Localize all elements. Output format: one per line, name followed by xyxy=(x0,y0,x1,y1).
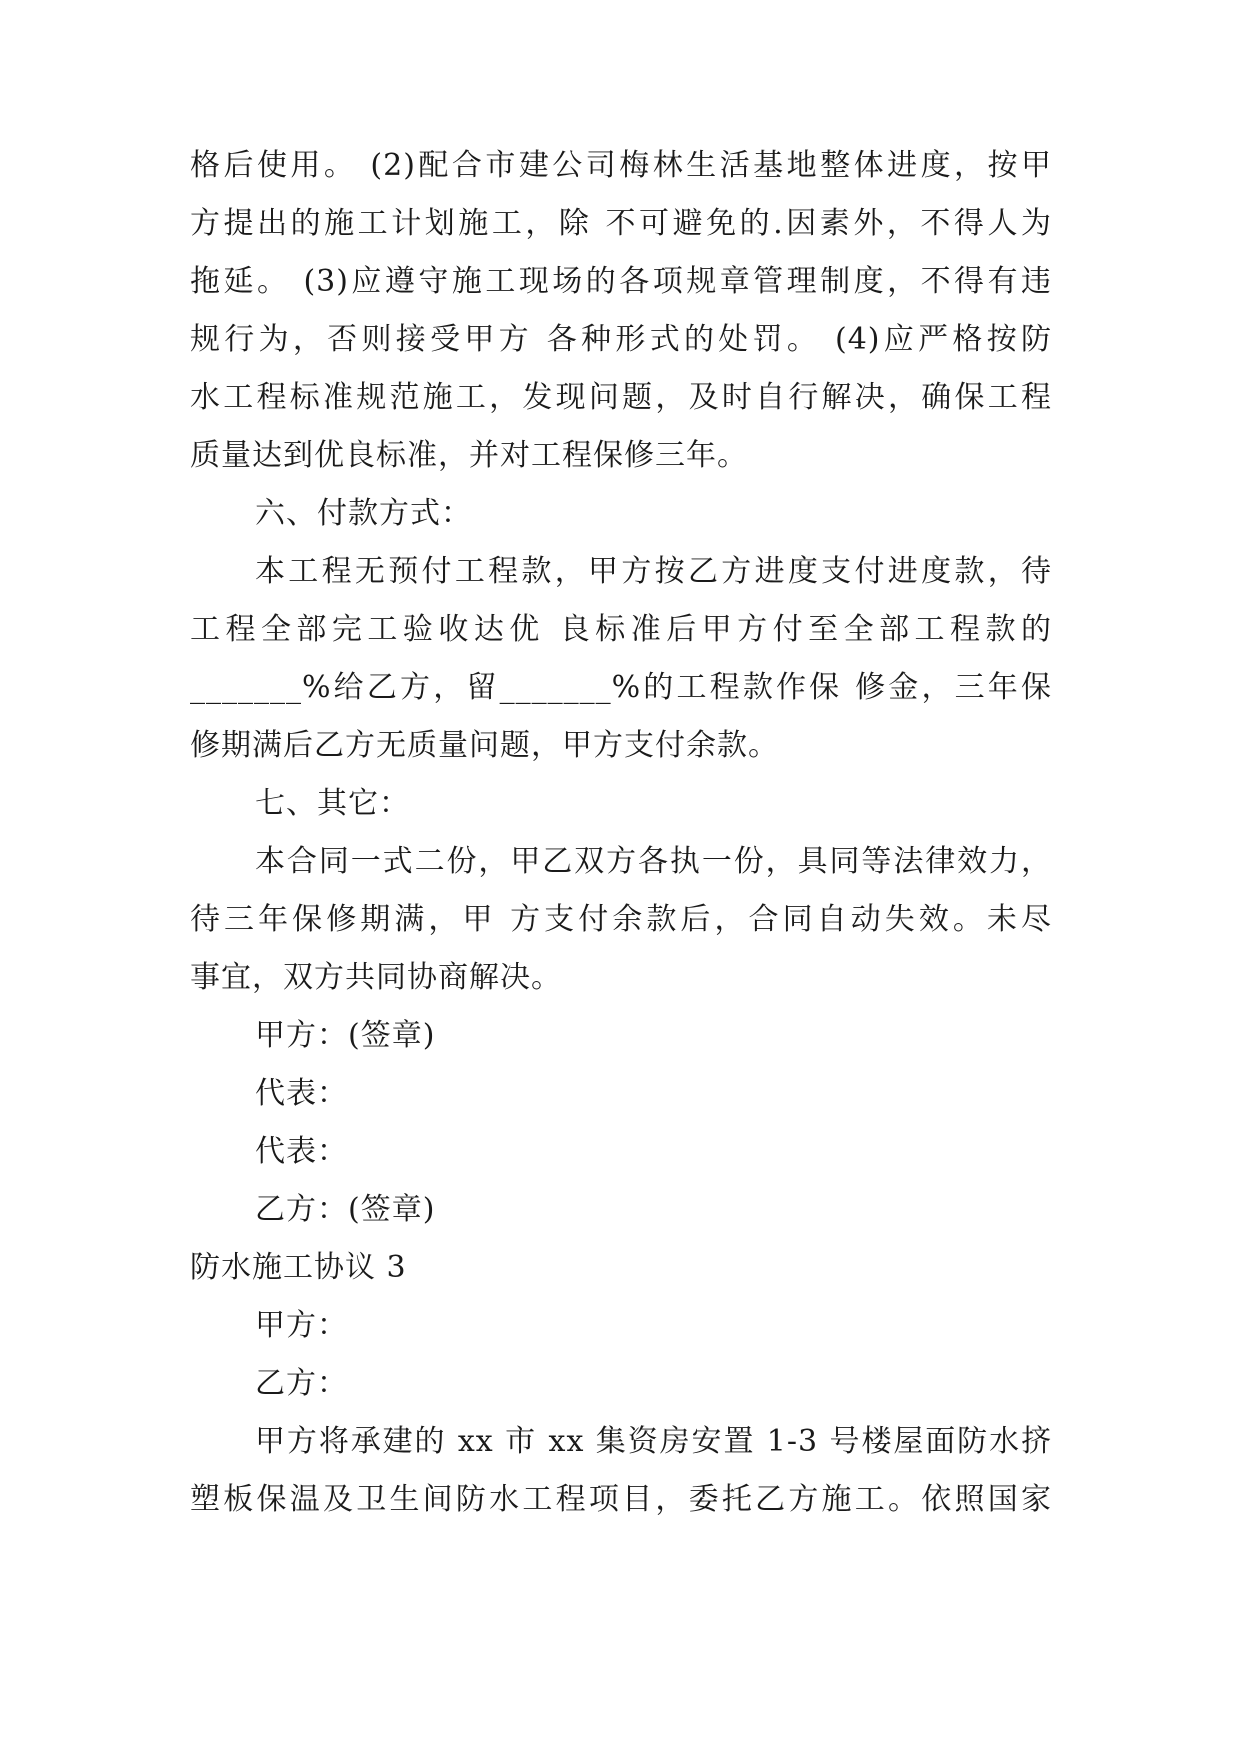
section-heading-other: 七、其它： xyxy=(255,786,410,821)
agreement-title: 防水施工协议 3 xyxy=(190,1250,407,1285)
party-b-signature: 乙方：(签章) xyxy=(255,1192,436,1227)
paragraph-line: 修期满后乙方无质量问题，甲方支付余款。 xyxy=(190,728,779,763)
representative-label: 代表： xyxy=(255,1134,348,1169)
paragraph-line: 水工程标准规范施工，发现问题，及时自行解决，确保工程 xyxy=(190,380,1052,415)
party-a-signature: 甲方：(签章) xyxy=(255,1018,436,1053)
paragraph-line: 事宜，双方共同协商解决。 xyxy=(190,960,562,995)
paragraph-line: 规行为，否则接受甲方 各种形式的处罚。 (4)应严格按防 xyxy=(190,322,1052,357)
paragraph-line: 拖延。 (3)应遵守施工现场的各项规章管理制度，不得有违 xyxy=(190,264,1052,299)
paragraph-line: 质量达到优良标准，并对工程保修三年。 xyxy=(190,438,748,473)
paragraph-line: 待三年保修期满，甲 方支付余款后，合同自动失效。未尽 xyxy=(190,902,1052,937)
paragraph-line: 方提出的施工计划施工，除 不可避免的.因素外，不得人为 xyxy=(190,206,1052,241)
paragraph-line: 格后使用。 (2)配合市建公司梅林生活基地整体进度，按甲 xyxy=(190,148,1052,183)
paragraph-line: 工程全部完工验收达优 良标准后甲方付至全部工程款的 xyxy=(190,612,1052,647)
section-heading-payment: 六、付款方式： xyxy=(255,496,472,531)
party-b-label: 乙方： xyxy=(255,1366,348,1401)
representative-label: 代表： xyxy=(255,1076,348,1111)
party-a-label: 甲方： xyxy=(255,1308,348,1343)
paragraph-line: 塑板保温及卫生间防水工程项目，委托乙方施工。依照国家 xyxy=(190,1482,1052,1517)
paragraph-line: _______%给乙方，留_______%的工程款作保 修金，三年保 xyxy=(190,670,1052,705)
paragraph-line: 本工程无预付工程款，甲方按乙方进度支付进度款，待 xyxy=(255,554,1052,589)
paragraph-line: 甲方将承建的 xx 市 xx 集资房安置 1-3 号楼屋面防水挤 xyxy=(255,1424,1052,1459)
paragraph-line: 本合同一式二份，甲乙双方各执一份，具同等法律效力， xyxy=(255,844,1052,879)
